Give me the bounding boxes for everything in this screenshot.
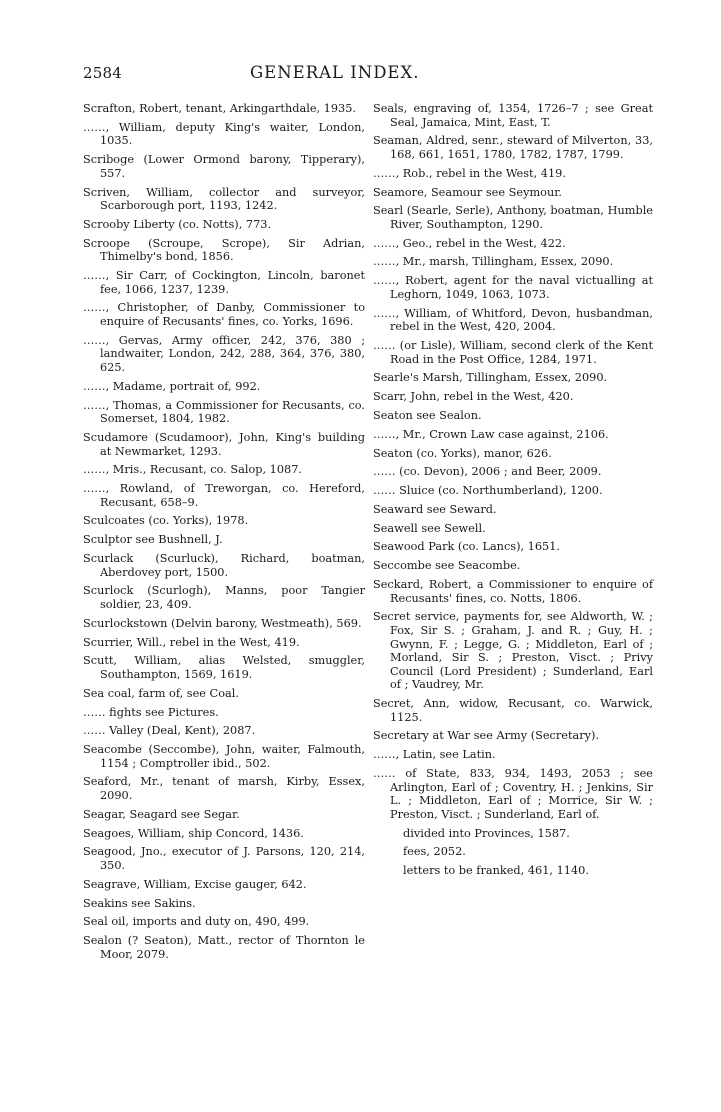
index-entry: Seals, engraving of, 1354, 1726–7 ; see Great Seal, Jamaica, Mint, East, T. (373, 102, 653, 129)
page-number: 2584 (83, 64, 122, 82)
index-entry: Seamore, Seamour see Seymour. (373, 185, 562, 199)
index-entry: ……, Madame, portrait of, 992. (83, 379, 261, 393)
index-entry: Sealon (? Seaton), Matt., rector of Thornton le Moor, 2079. (83, 934, 365, 961)
index-entry: ……, Rowland, of Treworgan, co. Hereford, Recusant, 658–9. (83, 482, 365, 509)
index-subentry: letters to be franked, 461, 1140. (403, 864, 589, 878)
index-entry: ……, Christopher, of Danby, Commissioner to enquire of Recusants' fines, co. Yorks, 1696. (83, 301, 365, 329)
index-entry: Scrooby Liberty (co. Notts), 773. (83, 217, 272, 231)
index-entry: Secret, Ann, widow, Recusant, co. Warwick, 1125. (373, 697, 653, 724)
index-entry: Sea coal, farm of, see Coal. (83, 686, 239, 700)
index-entry: Seagrave, William, Excise gauger, 642. (83, 877, 307, 891)
index-entry: Searl (Searle, Serle), Anthony, boatman, Humble River, Southampton, 1290. (373, 204, 653, 231)
index-entry: ……, Mr., marsh, Tillingham, Essex, 2090. (373, 255, 614, 269)
index-entry: ……, Geo., rebel in the West, 422. (373, 236, 566, 250)
index-entry: ……, Robert, agent for the naval victualling at Leghorn, 1049, 1063, 1073. (373, 274, 653, 301)
index-entry: Seaford, Mr., tenant of marsh, Kirby, Essex, 2090. (83, 775, 365, 803)
index-entry: Seawell see Sewell. (373, 521, 486, 535)
index-entry: Seaman, Aldred, senr., steward of Milverton, 33, 168, 661, 1651, 1780, 1782, 1787, 1799. (373, 134, 653, 161)
index-entry: ……, Gervas, Army officer, 242, 376, 380 ; landwaiter, London, 242, 288, 364, 376, 380, 625. (83, 333, 365, 374)
index-entry: Scriboge (Lower Ormond barony, Tipperary), 557. (83, 153, 365, 180)
index-entry: Scurrier, Will., rebel in the West, 419. (83, 635, 300, 649)
index-entry: ……, Mris., Recusant, co. Salop, 1087. (83, 463, 303, 477)
index-entry: …… fights see Pictures. (83, 705, 219, 719)
index-entry: Scarr, John, rebel in the West, 420. (373, 390, 574, 404)
index-entry: Scurlockstown (Delvin barony, Westmeath), 569. (83, 616, 362, 630)
index-entry: Scriven, William, collector and surveyor, Scarborough port, 1193, 1242. (83, 185, 365, 213)
index-entry: …… (co. Devon), 2006 ; and Beer, 2009. (373, 465, 602, 479)
index-entry: Secretary at War see Army (Secretary). (373, 729, 600, 743)
index-entry: Seagood, Jno., executor of J. Parsons, 120, 214, 350. (83, 845, 365, 872)
index-entry: Scrafton, Robert, tenant, Arkingarthdale, 1935. (83, 102, 357, 115)
index-entry: Sculptor see Bushnell, J. (83, 533, 223, 547)
index-entry: Scutt, William, alias Welsted, smuggler, Southampton, 1569, 1619. (83, 654, 365, 681)
index-entry: ……, Thomas, a Commissioner for Recusants, co. Somerset, 1804, 1982. (83, 398, 365, 426)
index-entry: Seagoes, William, ship Concord, 1436. (83, 826, 304, 840)
index-entry: Seacombe (Seccombe), John, waiter, Falmouth, 1154 ; Comptroller ibid., 502. (83, 743, 365, 770)
index-subentry: divided into Provinces, 1587. (403, 826, 570, 840)
index-entry: ……, Mr., Crown Law case against, 2106. (373, 427, 609, 441)
index-entry: Seal oil, imports and duty on, 490, 499. (83, 915, 310, 929)
index-entry: Seakins see Sakins. (83, 896, 196, 910)
index-entry: Seaton (co. Yorks), manor, 626. (373, 446, 552, 460)
index-entry: Seawood Park (co. Lancs), 1651. (373, 540, 561, 554)
index-entry: Sculcoates (co. Yorks), 1978. (83, 514, 249, 528)
index-entry: ……, Sir Carr, of Cockington, Lincoln, baronet fee, 1066, 1237, 1239. (83, 269, 365, 296)
index-subentry: fees, 2052. (403, 845, 466, 859)
index-entry: ……, William, deputy King's waiter, London, 1035. (83, 120, 365, 148)
index-entry: Searle's Marsh, Tillingham, Essex, 2090. (373, 371, 608, 385)
left-column (83, 102, 365, 966)
index-entry: ……, Latin, see Latin. (373, 748, 496, 762)
right-column (373, 102, 653, 883)
index-entry: …… of State, 833, 934, 1493, 2053 ; see Arlington, Earl of ; Coventry, H. ; Jenkins, Sir L. ; Middleton, Earl of ; Morrice, Sir W. ; Preston, Visct. ; Sunderland, Earl of. (373, 767, 653, 821)
index-entry: Scudamore (Scudamoor), John, King's building at Newmarket, 1293. (83, 430, 365, 458)
index-entry: Secret service, payments for, see Aldworth, W. ; Fox, Sir S. ; Graham, J. and R. ; Guy, H. ; Gwynn, F. ; Legge, G. ; Middleton, Earl of ; Morland, Sir S. ; Preston, Visct. ; Privy Council (Lord President) ; Sunderland, Earl of ; Vaudrey, Mr. (373, 610, 653, 692)
index-entry: Seagar, Seagard see Segar. (83, 807, 240, 821)
index-entry: Scurlack (Scurluck), Richard, boatman, Aberdovey port, 1500. (83, 552, 365, 579)
page-title: GENERAL INDEX. (250, 63, 420, 82)
index-entry: Seckard, Robert, a Commissioner to enquire of Recusants' fines, co. Notts, 1806. (373, 577, 653, 605)
index-entry: ……, Rob., rebel in the West, 419. (373, 166, 566, 180)
index-entry: …… (or Lisle), William, second clerk of the Kent Road in the Post Office, 1284, 1971. (373, 339, 653, 366)
index-entry: Scurlock (Scurlogh), Manns, poor Tangier soldier, 23, 409. (83, 584, 365, 611)
index-entry: Seccombe see Seacombe. (373, 559, 521, 573)
index-entry: ……, William, of Whitford, Devon, husbandman, rebel in the West, 420, 2004. (373, 306, 653, 334)
index-entry: Seaward see Seward. (373, 502, 497, 516)
index-entry: Scroope (Scroupe, Scrope), Sir Adrian, Thimelby's bond, 1856. (83, 236, 365, 264)
index-entry: Seaton see Sealon. (373, 408, 482, 422)
index-entry: …… Valley (Deal, Kent), 2087. (83, 724, 256, 738)
index-entry: …… Sluice (co. Northumberland), 1200. (373, 484, 603, 498)
